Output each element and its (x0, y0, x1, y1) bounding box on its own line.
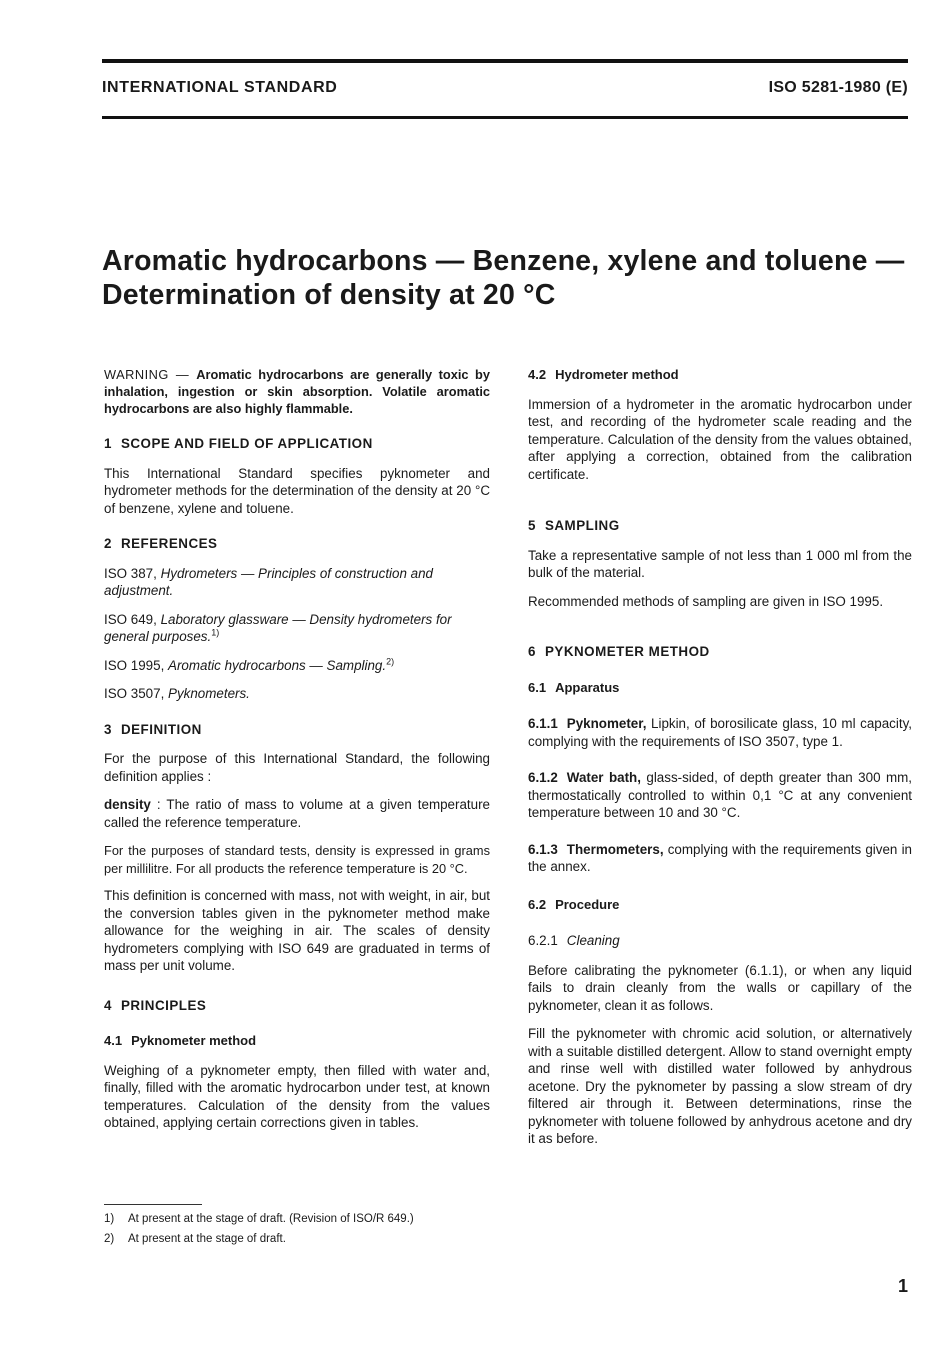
section-5-text-1: Take a representative sample of not less than 1 000 ml from the bulk of the material. (528, 547, 912, 580)
section-3-number: 3 (104, 721, 112, 737)
section-6-1-1-body: Lipkin, of borosilicate glass, 10 ml capacity, complying with the requirements of ISO 3507, type 1. (528, 716, 912, 749)
section-4-1-number: 4.1 (104, 1033, 123, 1048)
reference-code: ISO 3507, (104, 686, 169, 701)
section-6-1-3-body: complying with the requirements given in the annex. (528, 841, 912, 874)
section-6-2-title: Procedure (555, 896, 620, 912)
section-6-2-heading (528, 896, 912, 914)
section-6-2-1-text-1: Before calibrating the pyknometer (6.1.1), or when any liquid fails to drain cleanly from the walls or capillary of the pyknometer, clean it as follows. (528, 962, 912, 1013)
section-6-1-3-number: 6.1.3 (528, 841, 558, 857)
footnote-2 (104, 1233, 286, 1245)
section-6-heading (528, 643, 912, 661)
section-1-text: This International Standard specifies pyknometer and hydrometer methods for the determination of the density at 20 °C of benzene, xylene and toluene. (104, 465, 490, 516)
section-6-1-1-text (528, 715, 912, 750)
section-6-2-1-heading (528, 932, 912, 950)
title-line-2: Determination of density at 20 °C (102, 279, 556, 311)
section-6-1-3-term: Thermometers, (566, 841, 664, 857)
document-title (102, 244, 922, 312)
header-rule-bottom (102, 116, 908, 119)
section-2-title: REFERENCES (120, 536, 218, 551)
section-5-number: 5 (528, 518, 536, 533)
footnote-1-text: At present at the stage of draft. (Revision of ISO/R 649.) (128, 1213, 414, 1225)
warning-text: Aromatic hydrocarbons are generally toxic by inhalation, ingestion or skin absorption. Volatile aromatic hydrocarbons are also highly flammable. (104, 367, 490, 416)
header-standard-number: ISO 5281-1980 (E) (768, 79, 908, 96)
section-4-2-number: 4.2 (528, 367, 547, 382)
section-6-title: PYKNOMETER METHOD (544, 644, 710, 659)
section-2-number: 2 (104, 536, 112, 551)
reference-code: ISO 649, (104, 611, 161, 627)
section-6-1-3-text (528, 841, 912, 876)
section-6-1-2-text (528, 769, 912, 822)
definition-paragraph (104, 796, 490, 831)
section-4-2-text: Immersion of a hydrometer in the aromatic hydrocarbon under test, and recording of the hydrometer scale reading and the temperature. Calculation of the density from the values obtained, after applying a correction, obtained from the calibration certificate. (528, 396, 912, 482)
section-1-number: 1 (104, 436, 112, 451)
definition-term: density (104, 797, 151, 812)
reference-title: Hydrometers — Principles of construction and adjustment. (104, 565, 433, 598)
header-rule-top (102, 59, 908, 63)
reference-code: ISO 387, (104, 565, 161, 581)
definition-separator: : (150, 797, 167, 812)
section-6-1-heading (528, 679, 912, 697)
section-6-2-1-title: Cleaning (566, 933, 620, 948)
section-2-heading (104, 535, 490, 553)
section-6-1-2-term: Water bath, (566, 770, 641, 785)
reference-title: Laboratory glassware — Density hydrometers for general purposes. (104, 611, 452, 644)
footnote-1-number: 1) (104, 1213, 115, 1225)
section-4-2-heading (528, 366, 912, 384)
reference-item (104, 611, 490, 646)
section-6-2-number: 6.2 (528, 896, 547, 912)
section-6-2-1-text-2: Fill the pyknometer with chromic acid solution, or alternatively with a suitable distilled detergent. Allow to stand overnight empty and rinse well with distilled water followed by anhydrous acetone. Dry the pyknometer by passing a slow stream of dry filtered air through it. Between determinations, rinse the pyknometer with toluene followed by anhydrous acetone and dry it as before. (528, 1026, 912, 1146)
right-column (528, 366, 912, 1148)
left-column (104, 366, 490, 1132)
footnote-2-text: At present at the stage of draft. (128, 1233, 286, 1245)
footnote-rule (104, 1204, 202, 1205)
section-6-number: 6 (528, 644, 536, 659)
footnote-marker[interactable]: 1) (211, 627, 220, 638)
reference-item (104, 685, 490, 703)
reference-item (104, 657, 490, 675)
definition-note: For the purposes of standard tests, density is expressed in grams per millilitre. For all products the reference temperature is 20 °C. (104, 843, 490, 876)
section-6-2-1-number: 6.2.1 (528, 933, 558, 948)
section-4-title: PRINCIPLES (120, 997, 207, 1013)
section-1-title: SCOPE AND FIELD OF APPLICATION (120, 436, 373, 451)
section-3-intro: For the purpose of this International Standard, the following definition applies : (104, 751, 490, 784)
footnote-marker[interactable]: 2) (386, 656, 395, 667)
header-standard-label: INTERNATIONAL STANDARD (102, 79, 338, 96)
section-3-title: DEFINITION (120, 721, 202, 737)
footnote-1 (104, 1213, 414, 1225)
page-number: 1 (897, 1276, 908, 1296)
section-5-title: SAMPLING (544, 518, 620, 533)
section-4-1-heading (104, 1032, 490, 1050)
section-5-text-2: Recommended methods of sampling are given in ISO 1995. (528, 593, 884, 609)
section-6-1-2-body: glass-sided, of depth greater than 300 mm, thermostatically controlled to within 0,1 °C at any convenient temperature between 10 and 30 °C. (528, 770, 912, 820)
section-1-heading (104, 435, 490, 453)
section-4-heading (104, 997, 490, 1015)
warning-lead: WARNING — (104, 367, 197, 382)
section-4-1-title: Pyknometer method (131, 1033, 257, 1048)
reference-title: Aromatic hydrocarbons — Sampling. (168, 657, 387, 673)
section-6-1-title: Apparatus (555, 679, 620, 695)
definition-text: The ratio of mass to volume at a given temperature called the reference temperature. (104, 797, 490, 830)
definition-explanation: This definition is concerned with mass, not with weight, in air, but the conversion tables given in the pyknometer method make allowance for the weighing in air. The scales of density hydrometers complying with ISO 649 are graduated in terms of mass per unit volume. (104, 888, 490, 973)
footnote-2-number: 2) (104, 1233, 115, 1245)
section-4-1-text: Weighing of a pyknometer empty, then filled with water and, finally, filled with the aromatic hydrocarbon under test, at known temperatures. Calculation of the density from the values obtained, applying certain corrections given in tables. (104, 1062, 490, 1130)
section-4-number: 4 (104, 997, 112, 1013)
section-4-2-title: Hydrometer method (555, 367, 679, 382)
reference-title: Pyknometers. (168, 686, 250, 701)
section-6-1-1-term: Pyknometer, (566, 716, 647, 731)
section-6-1-2-number: 6.1.2 (528, 770, 558, 785)
reference-code: ISO 1995, (104, 657, 169, 673)
section-5-heading (528, 517, 912, 535)
section-3-heading (104, 721, 490, 739)
reference-item (104, 565, 490, 600)
section-6-1-1-number: 6.1.1 (528, 716, 558, 731)
section-6-1-number: 6.1 (528, 679, 547, 695)
title-line-1: Aromatic hydrocarbons — Benzene, xylene and toluene — (102, 245, 905, 277)
warning-paragraph (104, 366, 490, 417)
